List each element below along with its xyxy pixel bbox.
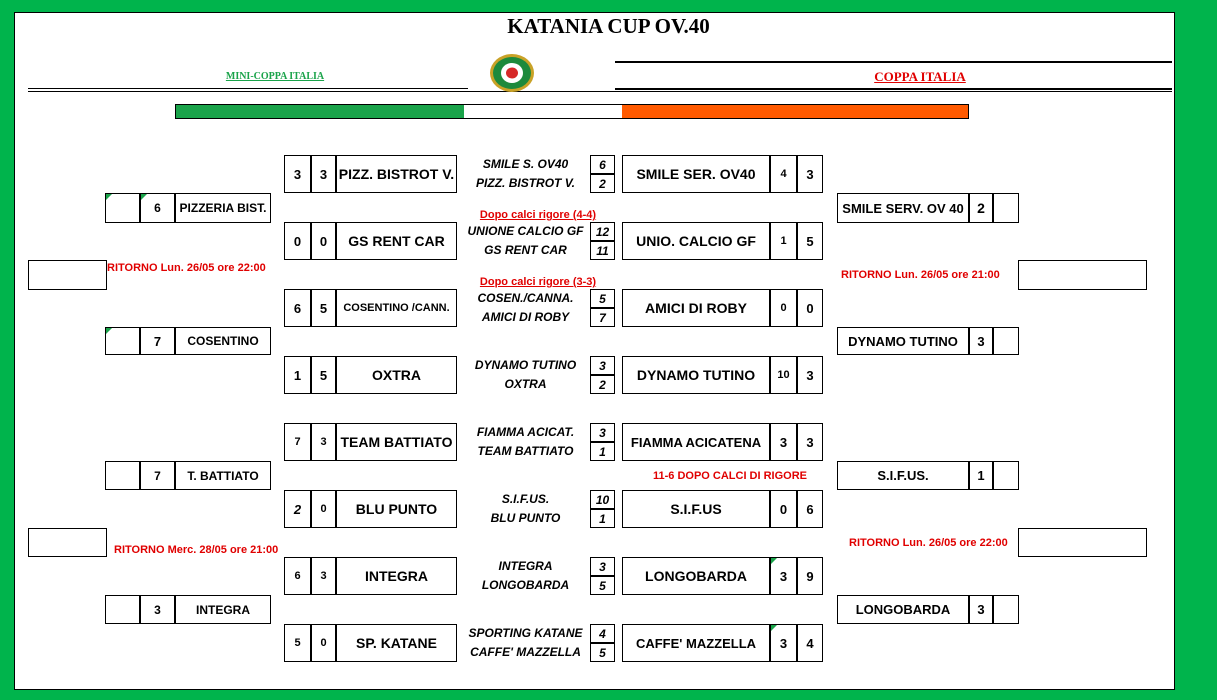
return-note-left-2: RITORNO Merc. 28/05 ore 21:00 xyxy=(114,544,279,556)
return-note-right-2: RITORNO Lun. 26/05 ore 22:00 xyxy=(849,537,1008,549)
left-score-5b: 3 xyxy=(311,423,336,461)
left-team-1[interactable]: PIZZ. BISTROT V. xyxy=(336,155,457,193)
center-pair-6 xyxy=(463,490,588,528)
right-score-7b: 9 xyxy=(797,557,823,595)
left-semi-3-score: 7 xyxy=(140,461,175,490)
section-coppa-italia[interactable]: COPPA ITALIA xyxy=(874,69,966,84)
right-semi-4-team[interactable]: LONGOBARDA xyxy=(837,595,969,624)
center-team-4b: OXTRA xyxy=(504,377,547,391)
right-team-4[interactable]: DYNAMO TUTINO xyxy=(622,356,770,394)
right-semi-1-blank xyxy=(993,193,1019,223)
penalties-note-2: Dopo calci rigore (3-3) xyxy=(479,276,597,288)
center-team-1a: SMILE S. OV40 xyxy=(482,157,569,171)
right-team-6[interactable]: S.I.F.US xyxy=(622,490,770,528)
left-semi-4-score: 3 xyxy=(140,595,175,624)
right-semi-3-score: 1 xyxy=(969,461,993,490)
right-semi-4-blank xyxy=(993,595,1019,624)
center-team-4a: DYNAMO TUTINO xyxy=(474,358,577,372)
left-semi-1-score: 6 xyxy=(140,193,175,223)
center-team-1b: PIZZ. BISTROT V. xyxy=(476,176,575,190)
right-team-2[interactable]: UNIO. CALCIO GF xyxy=(622,222,770,260)
right-score-2a: 1 xyxy=(770,222,797,260)
left-score-3a: 6 xyxy=(284,289,311,327)
flag-white xyxy=(464,105,622,118)
left-team-4[interactable]: OXTRA xyxy=(336,356,457,394)
center-pair-4 xyxy=(463,356,588,394)
left-semi-4-team[interactable]: INTEGRA xyxy=(175,595,271,624)
left-team-3[interactable]: COSENTINO /CANN. xyxy=(336,289,457,327)
center-score-2b: 11 xyxy=(590,241,615,260)
left-score-4a: 1 xyxy=(284,356,311,394)
right-semi-1-team[interactable]: SMILE SERV. OV 40 xyxy=(837,193,969,223)
right-score-8a: 3 xyxy=(770,624,797,662)
center-score-7b: 5 xyxy=(590,576,615,595)
left-score-2b: 0 xyxy=(311,222,336,260)
left-semi-3-team[interactable]: T. BATTIATO xyxy=(175,461,271,490)
left-score-3b: 5 xyxy=(311,289,336,327)
right-score-7a: 3 xyxy=(770,557,797,595)
left-final-box-1 xyxy=(28,260,107,290)
center-score-6b: 1 xyxy=(590,509,615,528)
left-score-6a: 2 xyxy=(284,490,311,528)
header-divider-left xyxy=(28,88,468,89)
center-team-3b: AMICI DI ROBY xyxy=(481,310,570,324)
center-score-6a: 10 xyxy=(590,490,615,509)
header-divider-right-top xyxy=(615,61,1172,63)
flag-orange xyxy=(622,105,968,118)
center-pair-5 xyxy=(463,423,588,461)
left-semi-4-blank xyxy=(105,595,140,624)
right-score-4a: 10 xyxy=(770,356,797,394)
center-team-5a: FIAMMA ACICAT. xyxy=(476,425,575,439)
right-final-box-2 xyxy=(1018,528,1147,557)
center-pair-7 xyxy=(463,557,588,595)
right-score-5a: 3 xyxy=(770,423,797,461)
right-semi-2-blank xyxy=(993,327,1019,355)
center-pair-3 xyxy=(463,289,588,327)
center-score-1a: 6 xyxy=(590,155,615,174)
right-score-3a: 0 xyxy=(770,289,797,327)
center-pair-2 xyxy=(463,222,588,260)
left-team-2[interactable]: GS RENT CAR xyxy=(336,222,457,260)
return-note-right-1: RITORNO Lun. 26/05 ore 21:00 xyxy=(841,269,1000,281)
right-semi-3-blank xyxy=(993,461,1019,490)
right-score-2b: 5 xyxy=(797,222,823,260)
center-team-6b: BLU PUNTO xyxy=(490,511,561,525)
left-semi-1-team[interactable]: PIZZERIA BIST. xyxy=(175,193,271,223)
center-score-8b: 5 xyxy=(590,643,615,662)
center-team-8a: SPORTING KATANE xyxy=(468,626,583,640)
right-final-box-1 xyxy=(1018,260,1147,290)
center-pair-1 xyxy=(463,155,588,193)
right-score-6b: 6 xyxy=(797,490,823,528)
right-score-1b: 3 xyxy=(797,155,823,193)
return-note-left-1: RITORNO Lun. 26/05 ore 22:00 xyxy=(107,262,266,274)
right-semi-4-score: 3 xyxy=(969,595,993,624)
center-team-2a: UNIONE CALCIO GF xyxy=(467,224,584,238)
center-score-5b: 1 xyxy=(590,442,615,461)
header-divider xyxy=(28,91,1172,92)
section-mini-coppa-italia[interactable]: MINI-COPPA ITALIA xyxy=(225,71,325,82)
right-team-3[interactable]: AMICI DI ROBY xyxy=(622,289,770,327)
penalties-note-1: Dopo calci rigore (4-4) xyxy=(479,209,597,221)
left-score-1b: 3 xyxy=(311,155,336,193)
left-team-5[interactable]: TEAM BATTIATO xyxy=(336,423,457,461)
left-score-7a: 6 xyxy=(284,557,311,595)
right-team-8[interactable]: CAFFE' MAZZELLA xyxy=(622,624,770,662)
left-score-6b: 0 xyxy=(311,490,336,528)
penalties-note-3: 11-6 DOPO CALCI DI RIGORE xyxy=(652,470,808,482)
left-semi-2-blank xyxy=(105,327,140,355)
left-semi-1-blank xyxy=(105,193,140,223)
left-final-box-2 xyxy=(28,528,107,557)
center-score-3b: 7 xyxy=(590,308,615,327)
right-score-1a: 4 xyxy=(770,155,797,193)
center-pair-8 xyxy=(463,624,588,662)
center-score-4a: 3 xyxy=(590,356,615,375)
center-score-5a: 3 xyxy=(590,423,615,442)
right-score-4b: 3 xyxy=(797,356,823,394)
center-score-4b: 2 xyxy=(590,375,615,394)
center-score-8a: 4 xyxy=(590,624,615,643)
center-score-1b: 2 xyxy=(590,174,615,193)
center-team-2b: GS RENT CAR xyxy=(484,243,567,257)
right-team-5[interactable]: FIAMMA ACICATENA xyxy=(622,423,770,461)
center-team-8b: CAFFE' MAZZELLA xyxy=(470,645,581,659)
right-semi-2-team[interactable]: DYNAMO TUTINO xyxy=(837,327,969,355)
left-score-1a: 3 xyxy=(284,155,311,193)
right-score-3b: 0 xyxy=(797,289,823,327)
center-team-3a: COSEN./CANNA. xyxy=(477,291,574,305)
center-score-2a: 12 xyxy=(590,222,615,241)
left-team-6[interactable]: BLU PUNTO xyxy=(336,490,457,528)
page-title: KATANIA CUP OV.40 xyxy=(507,14,710,38)
left-score-7b: 3 xyxy=(311,557,336,595)
left-team-8[interactable]: SP. KATANE xyxy=(336,624,457,662)
left-semi-2-team[interactable]: COSENTINO xyxy=(175,327,271,355)
left-score-2a: 0 xyxy=(284,222,311,260)
center-score-3a: 5 xyxy=(590,289,615,308)
left-score-4b: 5 xyxy=(311,356,336,394)
center-team-5b: TEAM BATTIATO xyxy=(477,444,574,458)
left-score-8b: 0 xyxy=(311,624,336,662)
right-score-8b: 4 xyxy=(797,624,823,662)
center-score-7a: 3 xyxy=(590,557,615,576)
roundel-logo xyxy=(489,53,535,93)
right-semi-2-score: 3 xyxy=(969,327,993,355)
header-divider-right-bottom xyxy=(615,88,1172,90)
left-semi-2-score: 7 xyxy=(140,327,175,355)
right-team-1[interactable]: SMILE SER. OV40 xyxy=(622,155,770,193)
center-team-7b: LONGOBARDA xyxy=(481,578,570,592)
right-score-6a: 0 xyxy=(770,490,797,528)
italian-flag-bar xyxy=(175,104,969,119)
left-score-8a: 5 xyxy=(284,624,311,662)
left-team-7[interactable]: INTEGRA xyxy=(336,557,457,595)
center-team-6a: S.I.F.US. xyxy=(501,492,550,506)
right-semi-1-score: 2 xyxy=(969,193,993,223)
left-semi-3-blank xyxy=(105,461,140,490)
right-team-7[interactable]: LONGOBARDA xyxy=(622,557,770,595)
left-score-5a: 7 xyxy=(284,423,311,461)
right-score-5b: 3 xyxy=(797,423,823,461)
right-semi-3-team[interactable]: S.I.F.US. xyxy=(837,461,969,490)
flag-green xyxy=(176,105,464,118)
center-team-7a: INTEGRA xyxy=(498,559,553,573)
